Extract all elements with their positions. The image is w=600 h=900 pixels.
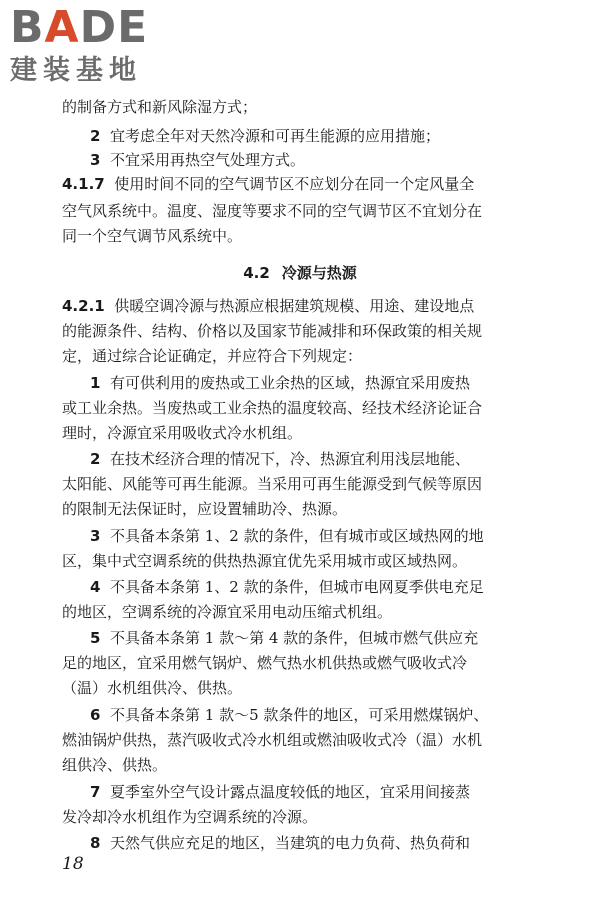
text-line: 的地区，空调系统的冷源宜采用电动压缩式机组。 xyxy=(62,603,393,621)
text-line: 4 不具备本条第 1、2 款的条件，但城市电网夏季供电充足 xyxy=(90,578,484,596)
text-line: 2 在技术经济合理的情况下，冷、热源宜利用浅层地能、 xyxy=(90,450,470,468)
text-line: 空气风系统中。温度、湿度等要求不同的空气调节区不宜划分在 xyxy=(62,202,483,220)
text-line: 3 不宜采用再热空气处理方式。 xyxy=(90,151,305,169)
page-number: 18 xyxy=(62,854,84,874)
text-line: 发冷却冷水机组作为空调系统的冷源。 xyxy=(62,808,318,826)
text-line: 组供冷、供热。 xyxy=(62,756,168,774)
logo-subtitle: 建装基地 xyxy=(10,55,142,86)
section-heading: 4.2 冷源与热源 xyxy=(243,264,357,282)
text-line: 2 宜考虑全年对天然冷源和可再生能源的应用措施； xyxy=(90,127,440,145)
logo xyxy=(10,4,180,90)
text-line: 5 不具备本条第 1 款～第 4 款的条件，但城市燃气供应充 xyxy=(90,629,479,647)
logo-brand: BADE xyxy=(10,2,149,53)
text-line: 区，集中式空调系统的供热热源宜优先采用城市或区域热网。 xyxy=(62,552,468,570)
text-line: （温）水机组供冷、供热。 xyxy=(62,679,243,697)
text-line: 足的地区，宜采用燃气锅炉、燃气热水机供热或燃气吸收式冷 xyxy=(62,654,468,672)
text-line: 同一个空气调节风系统中。 xyxy=(62,227,243,245)
text-line: 8 天然气供应充足的地区，当建筑的电力负荷、热负荷和 xyxy=(90,834,470,852)
text-line: 的制备方式和新风除湿方式； xyxy=(62,98,258,116)
text-line: 6 不具备本条第 1 款～5 款条件的地区，可采用燃煤锅炉、 xyxy=(90,706,489,724)
text-line: 燃油锅炉供热，蒸汽吸收式冷水机组或燃油吸收式冷（温）水机 xyxy=(62,731,483,749)
text-line: 的能源条件、结构、价格以及国家节能减排和环保政策的相关规 xyxy=(62,322,483,340)
text-line: 或工业余热。当废热或工业余热的温度较高、经技术经济论证合 xyxy=(62,399,483,417)
text-line: 理时，冷源宜采用吸收式冷水机组。 xyxy=(62,424,303,442)
text-line: 的限制无法保证时，应设置辅助冷、热源。 xyxy=(62,500,348,518)
clause-line: 4.1.7 使用时间不同的空气调节区不应划分在同一个定风量全 xyxy=(62,175,475,193)
text-line: 7 夏季室外空气设计露点温度较低的地区，宜采用间接蒸 xyxy=(90,783,470,801)
text-line: 定，通过综合论证确定，并应符合下列规定： xyxy=(62,347,363,365)
text-line: 太阳能、风能等可再生能源。当采用可再生能源受到气候等原因 xyxy=(62,475,483,493)
clause-line: 4.2.1 供暖空调冷源与热源应根据建筑规模、用途、建设地点 xyxy=(62,297,475,315)
text-line: 1 有可供利用的废热或工业余热的区域，热源宜采用废热 xyxy=(90,374,470,392)
text-line: 3 不具备本条第 1、2 款的条件，但有城市或区域热网的地 xyxy=(90,527,484,545)
